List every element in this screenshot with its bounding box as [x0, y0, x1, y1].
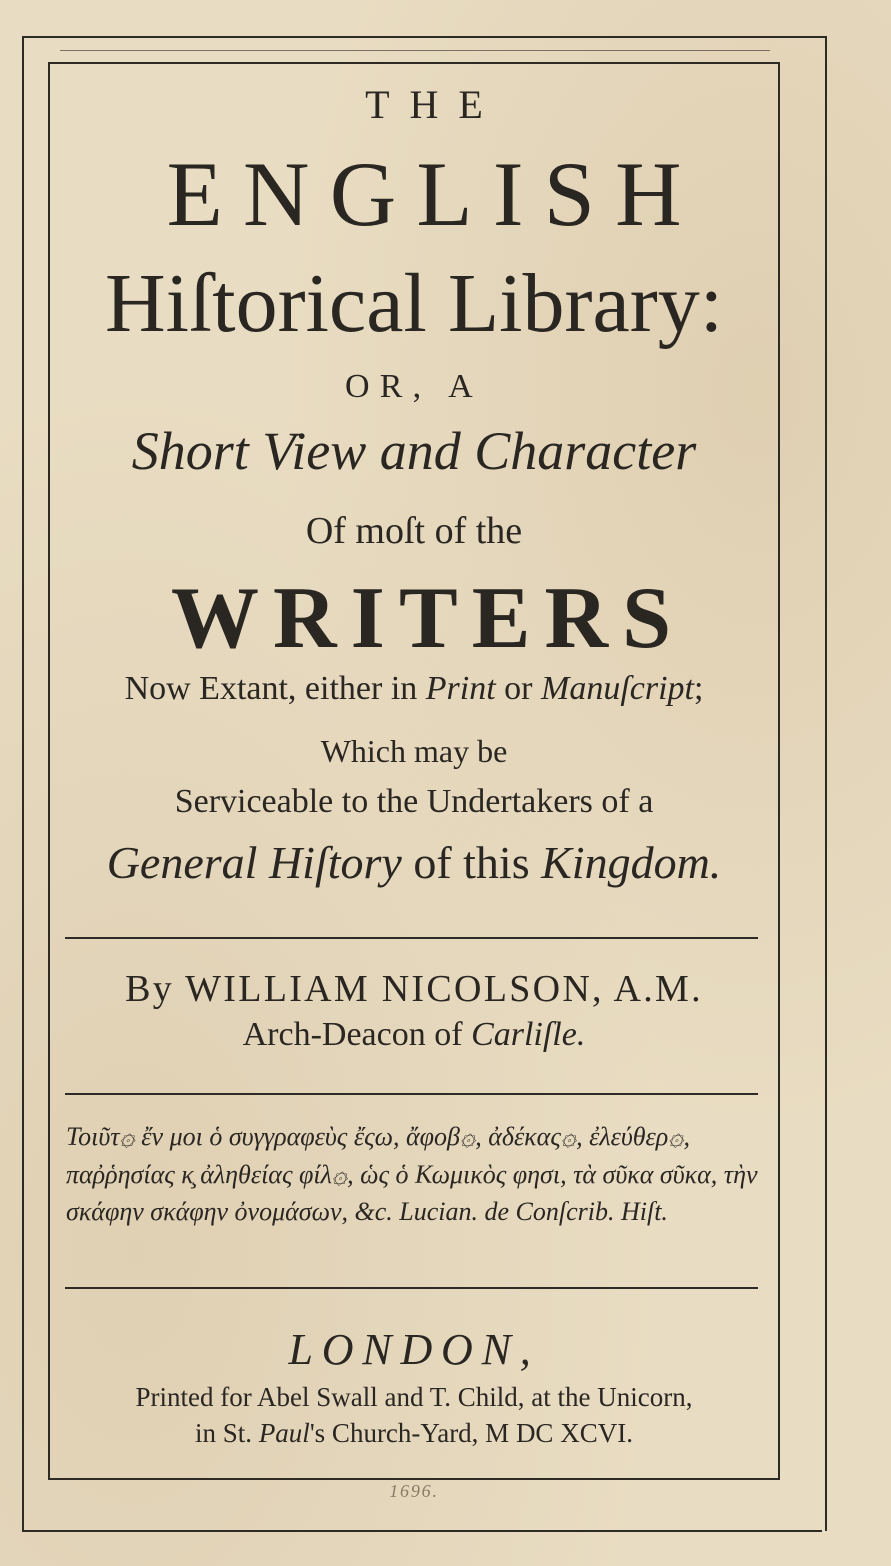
imprint-printed-for: Printed for Abel Swall and T. Child, at the Unicorn, — [135, 1382, 693, 1412]
title-writers: WRITERS — [170, 570, 686, 667]
outer-border-top — [22, 36, 827, 38]
top-hairline — [60, 50, 770, 51]
title-english: ENGLISH — [166, 143, 702, 245]
now-extant-text: Now Extant, either in — [124, 670, 426, 707]
title-or-a: OR, A — [345, 368, 483, 405]
or-text: or — [495, 670, 541, 707]
title-historical-library: Hiſtorical Library: — [104, 257, 724, 350]
pauls-text: Paul — [258, 1418, 310, 1448]
inner-border-right — [778, 62, 780, 1480]
outer-border-bottom — [22, 1530, 822, 1532]
handwritten-year: 1696. — [389, 1481, 439, 1501]
imprint-london: LONDON, — [288, 1325, 540, 1374]
title-of-most: Of moſt of the — [305, 510, 523, 552]
imprint-place-date — [50, 1420, 778, 1447]
of-this-text: of this — [401, 837, 542, 888]
separator-rule-2 — [65, 1093, 758, 1095]
separator-rule-1 — [65, 937, 758, 939]
subtitle-which-may-be: Which may be — [320, 733, 508, 769]
kingdom-text: Kingdom. — [541, 837, 722, 888]
title-the: THE — [365, 82, 503, 127]
outer-border-left — [22, 36, 24, 1531]
inner-border-bottom — [48, 1478, 780, 1480]
place-text-2: 's Church-Yard, M DC XCVI. — [309, 1418, 633, 1448]
author-title-line — [50, 1018, 778, 1052]
outer-border-right — [825, 36, 827, 1531]
print-text: Print — [425, 670, 496, 707]
carlisle-text: Carliſle. — [471, 1016, 586, 1053]
place-text-1: in St. — [195, 1418, 259, 1448]
subtitle-now-extant — [50, 672, 778, 706]
separator-rule-3 — [65, 1287, 758, 1289]
archdeacon-text: Arch-Deacon of — [242, 1016, 472, 1053]
title-short-view: Short View and Character — [131, 421, 697, 481]
manuscript-text: Manuſcript — [541, 670, 694, 707]
semicolon-text: ; — [693, 670, 704, 707]
inner-border-top — [48, 62, 780, 64]
history-text: Hiſtory — [268, 837, 402, 888]
greek-epigraph: Τοιῦτ۞ ἔν μοι ὁ συγγραφεὺς ἔςω, ἄφοβ۞, ἀδέκας۞, ἐλεύθερ۞, παῤῥησίας κ̧ ἀληθείας φίλ۞, ὡς ὁ Κωμικὸς φησι, τὰ σῦκα σῦκα, τὴν σκάφην σκάφην ὀνομάσων, &c. Lucian. de Conſcrib. Hiſt. — [66, 1122, 758, 1227]
subtitle-serviceable: Serviceable to the Undertakers of a — [174, 783, 654, 820]
general-text: General — [106, 837, 258, 888]
author-line: By WILLIAM NICOLSON, A.M. — [125, 968, 703, 1010]
subtitle-general-history — [50, 837, 778, 888]
